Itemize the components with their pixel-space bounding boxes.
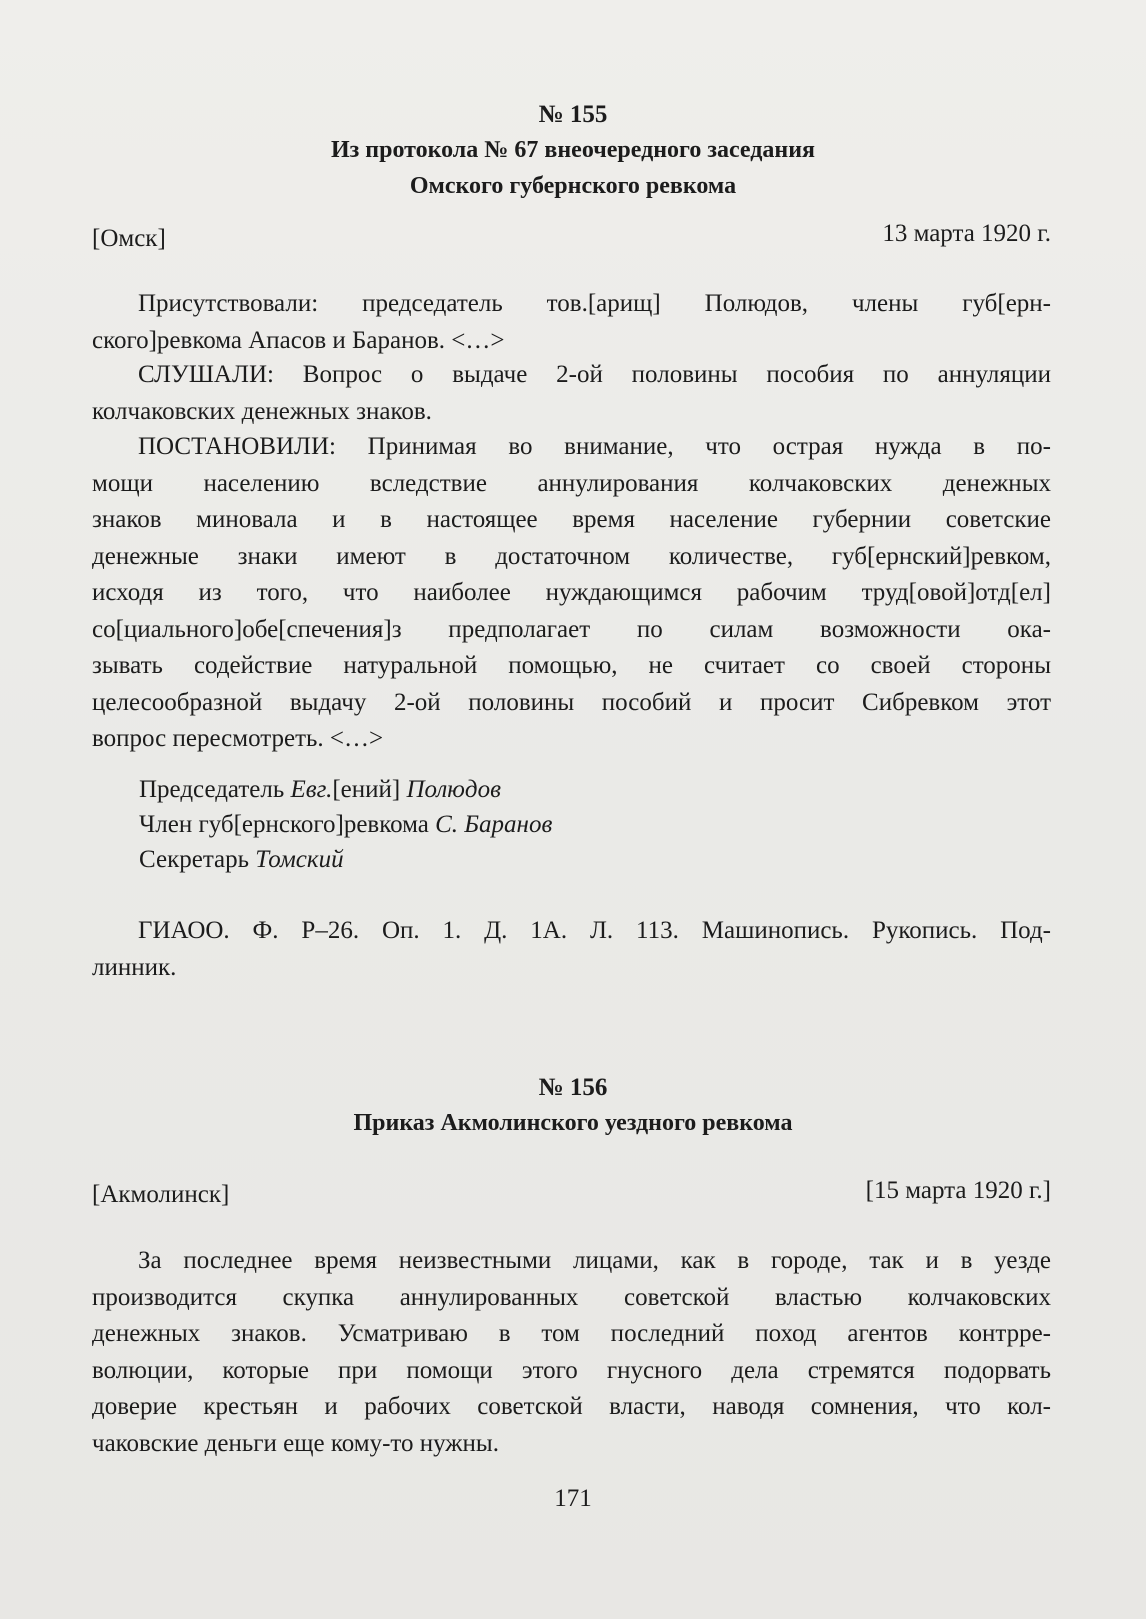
doc155-resolved-line: мощи населению вследствие аннулирования колчаковских денежных bbox=[92, 469, 1051, 497]
doc156-body bbox=[92, 1243, 1051, 1462]
page-number: 171 bbox=[554, 1485, 592, 1512]
doc156-title: Приказ Акмолинского уездного ревкома bbox=[353, 1110, 793, 1136]
doc155-present-line: Присутствовали: председатель тов.[арищ] Полюдов, члены губ[ерн- bbox=[138, 290, 1051, 317]
doc155-resolved-line: со[циального]обе[спечения]з предполагает по силам возможности ока- bbox=[92, 615, 1051, 643]
signature-bracket: [ений] bbox=[332, 776, 407, 803]
doc155-heard-line: СЛУШАЛИ: Вопрос о выдаче 2-ой половины пособия по аннуляции bbox=[138, 361, 1051, 388]
doc155-present bbox=[92, 286, 1051, 359]
doc155-title-line2: Омского губернского ревкома bbox=[409, 173, 737, 199]
doc155-title-line1: Из протокола № 67 внеочередного заседания bbox=[330, 137, 816, 163]
doc155-source-line: ГИАОО. Ф. Р–26. Оп. 1. Д. 1А. Л. 113. Машинопись. Рукопись. Под- bbox=[138, 917, 1051, 944]
doc156-body-line: За последнее время неизвестными лицами, как в городе, так и в уезде bbox=[138, 1247, 1051, 1274]
doc155-present-line: ского]ревкома Апасов и Баранов. <…> bbox=[92, 326, 505, 354]
signature-name: Томский bbox=[255, 846, 344, 873]
signature-name: С. Баранов bbox=[435, 811, 553, 838]
doc155-date: 13 марта 1920 г. bbox=[882, 220, 1051, 247]
doc155-source bbox=[92, 913, 1051, 986]
signature-member bbox=[139, 807, 552, 843]
doc156-date: [15 марта 1920 г.] bbox=[865, 1177, 1051, 1204]
doc155-resolved-line: целесообразной выдачу 2-ой половины пособий и просит Сибревком этот bbox=[92, 688, 1051, 716]
doc155-source-line: линник. bbox=[92, 953, 177, 981]
signature-role: Секретарь bbox=[139, 846, 256, 873]
doc155-heard bbox=[92, 357, 1051, 430]
doc155-heard-line: колчаковских денежных знаков. bbox=[92, 397, 432, 425]
signature-role: Председатель bbox=[139, 776, 291, 803]
doc156-body-line: чаковские деньги еще кому-то нужны. bbox=[92, 1429, 499, 1457]
doc155-place: [Омск] bbox=[92, 225, 166, 252]
doc156-place: [Акмолинск] bbox=[92, 1181, 230, 1208]
doc156-body-line: денежных знаков. Усматриваю в том последний поход агентов контрре- bbox=[92, 1320, 1051, 1347]
doc156-body-line: производится скупка аннулированных советской властью колчаковских bbox=[92, 1283, 1051, 1311]
signature-role: Член губ[ернского]ревкома bbox=[139, 811, 436, 838]
doc156-number: № 156 bbox=[538, 1074, 608, 1101]
doc155-resolved bbox=[92, 429, 1051, 758]
doc156-body-line: волюции, которые при помощи этого гнусного дела стремятся подорвать bbox=[92, 1356, 1051, 1384]
doc155-number: № 155 bbox=[538, 101, 608, 128]
signature-secretary bbox=[139, 842, 344, 878]
doc155-resolved-line: исходя из того, что наиболее нуждающимся рабочим труд[овой]отд[ел] bbox=[92, 579, 1051, 606]
signature-name: Полюдов bbox=[406, 776, 501, 803]
signature-abbr: Евг. bbox=[290, 776, 333, 803]
doc155-resolved-line: денежные знаки имеют в достаточном количестве, губ[ернский]ревком, bbox=[92, 542, 1051, 570]
doc155-resolved-line: знаков миновала и в настоящее время население губернии советские bbox=[92, 506, 1051, 533]
signature-chairman bbox=[139, 772, 501, 808]
doc155-resolved-line: ПОСТАНОВИЛИ: Принимая во внимание, что острая нужда в по- bbox=[138, 433, 1051, 460]
doc156-body-line: доверие крестьян и рабочих советской власти, наводя сомнения, что кол- bbox=[92, 1393, 1051, 1420]
doc155-resolved-line: вопрос пересмотреть. <…> bbox=[92, 725, 384, 752]
doc155-resolved-line: зывать содействие натуральной помощью, не считает со своей стороны bbox=[92, 652, 1051, 679]
